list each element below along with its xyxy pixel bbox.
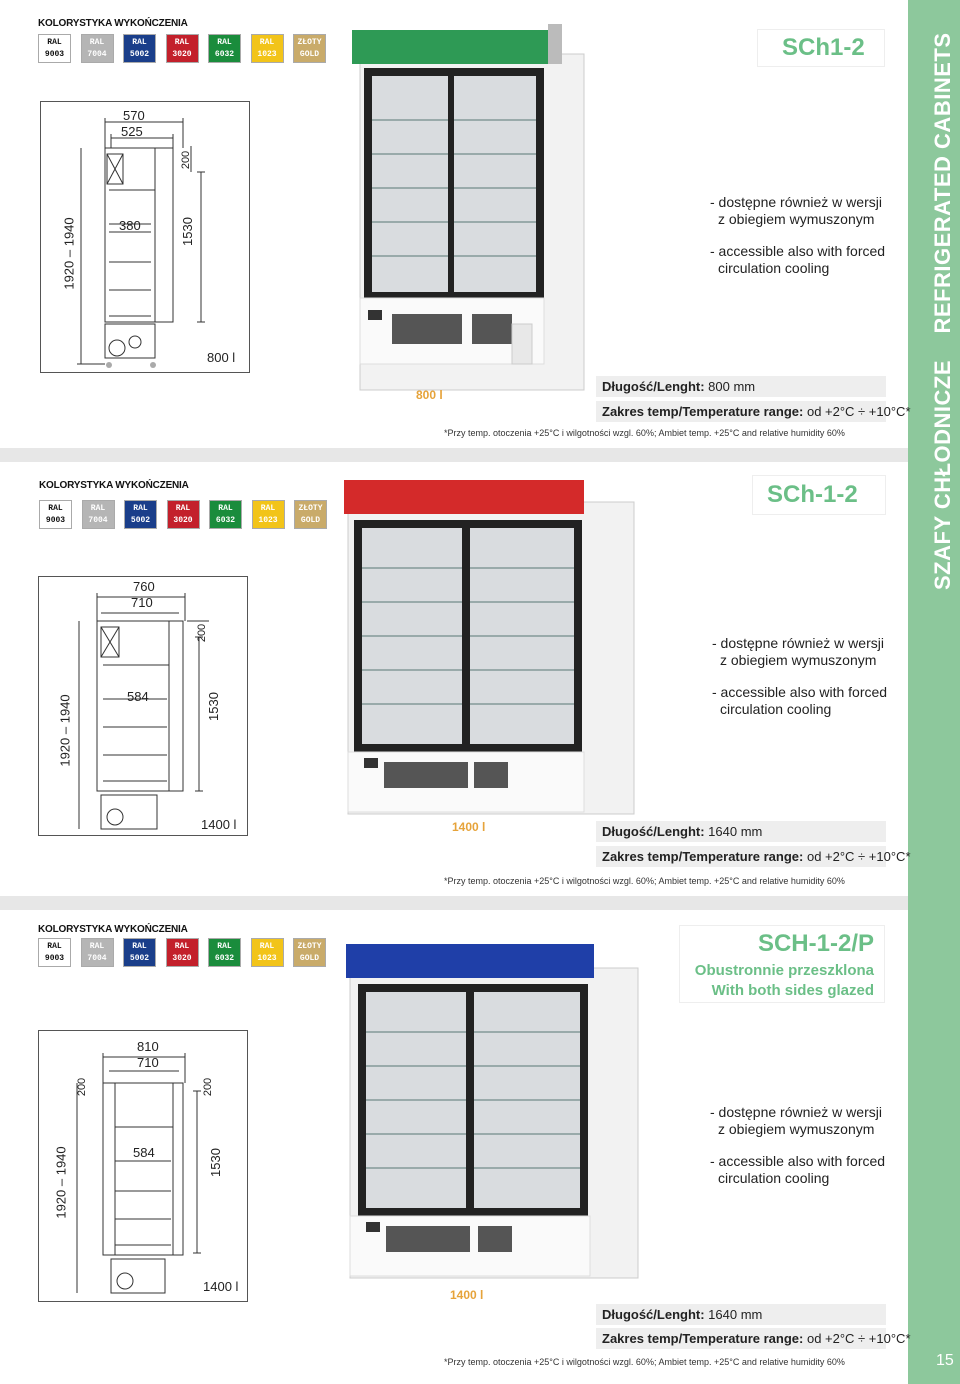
model-box	[680, 926, 884, 1002]
swatch-ral-5002: RAL 5002	[124, 500, 157, 529]
swatch-ral-1023: RAL 1023	[251, 34, 284, 63]
spec-length-label: Długość/Lenght:	[602, 824, 705, 839]
note-en	[710, 243, 885, 277]
model-subtitle-en: With both sides glazed	[711, 982, 874, 999]
swatch-ral-7004: RAL 7004	[82, 500, 115, 529]
spec-temp-value: od +2°C ÷ +10°C*	[806, 404, 911, 419]
cabinet-svg	[346, 940, 642, 1280]
note-pl	[710, 1104, 882, 1138]
spec-temp-label: Zakres temp/Temperature range:	[602, 1331, 804, 1346]
technical-drawing	[38, 576, 248, 836]
model-name: SCH-1-2/P	[757, 930, 874, 957]
note-pl-line-1: - dostępne również w wersji	[712, 635, 884, 651]
spec-length-value: 800 mm	[708, 379, 756, 394]
sidebar-title	[930, 33, 956, 591]
dim-total-height: 1920 – 1940	[57, 694, 73, 767]
technical-drawing	[40, 101, 250, 373]
model-box	[753, 476, 885, 514]
note-en-line-1: - accessible also with forced	[710, 243, 886, 259]
swatch-gold: ZŁOTY GOLD	[293, 938, 326, 967]
drawing-capacity: 1400 l	[203, 1279, 239, 1294]
model-subtitle-pl: Obustronnie przeszklona	[694, 962, 874, 979]
spec-temperature	[596, 1328, 911, 1349]
swatch-ral-7004: RAL 7004	[81, 938, 114, 967]
note-pl-line-2: z obiegiem wymuszonym	[720, 652, 877, 668]
swatch-gold: ZŁOTY GOLD	[294, 500, 327, 529]
spec-temp-value: od +2°C ÷ +10°C*	[806, 849, 911, 864]
swatch-ral-9003: RAL 9003	[39, 500, 72, 529]
spec-length-value: 1640 mm	[708, 824, 763, 839]
note-en-line-1: - accessible also with forced	[712, 684, 888, 700]
product-section-sch1-2	[0, 0, 911, 448]
swatch-ral-3020: RAL 3020	[166, 938, 199, 967]
swatch-ral-6032: RAL 6032	[209, 500, 242, 529]
dim-width-inner: 710	[131, 595, 153, 610]
cabinet-illustration	[344, 476, 636, 816]
note-en-line-2: circulation cooling	[718, 1170, 830, 1186]
dim-depth: 380	[119, 218, 141, 233]
note-en-line-2: circulation cooling	[720, 701, 832, 717]
note-pl-line-2: z obiegiem wymuszonym	[718, 1121, 875, 1137]
note-pl-line-1: - dostępne również w wersji	[710, 194, 882, 210]
product-section-sch-1-2-p	[0, 910, 911, 1384]
cabinet-svg	[344, 476, 636, 816]
spec-length	[596, 821, 886, 842]
sidebar-title-en: REFRIGERATED CABINETS	[930, 32, 955, 334]
capacity-label: 1400 l	[450, 1288, 484, 1302]
dim-top: 200	[180, 150, 193, 170]
swatch-ral-3020: RAL 3020	[167, 500, 200, 529]
dim-width-outer: 810	[137, 1039, 159, 1054]
note-pl	[710, 194, 882, 228]
color-swatches	[38, 34, 336, 63]
capacity-label: 800 l	[416, 388, 443, 402]
note-pl-line-1: - dostępne również w wersji	[710, 1104, 882, 1120]
dim-top-right: 200	[202, 1077, 215, 1097]
note-pl	[712, 635, 884, 669]
swatch-ral-9003: RAL 9003	[38, 34, 71, 63]
spec-length	[596, 376, 886, 397]
swatch-ral-5002: RAL 5002	[123, 34, 156, 63]
spec-temperature	[596, 401, 911, 422]
swatch-ral-3020: RAL 3020	[166, 34, 199, 63]
dim-width-inner: 710	[137, 1055, 159, 1070]
swatch-ral-5002: RAL 5002	[123, 938, 156, 967]
note-en-line-1: - accessible also with forced	[710, 1153, 886, 1169]
section-separator	[0, 896, 908, 910]
color-swatches	[38, 938, 336, 967]
cabinet-illustration	[346, 940, 642, 1280]
footnote: *Przy temp. otoczenia +25°C i wilgotności wzgl. 60%; Ambiet temp. +25°C and relative humidity 60%	[444, 428, 845, 438]
spec-temp-label: Zakres temp/Temperature range:	[602, 404, 804, 419]
section-separator	[0, 448, 908, 462]
model-name: SCh1-2	[782, 34, 865, 61]
note-en	[712, 684, 887, 718]
color-options-title: KOLORYSTYKA WYKOŃCZENIA	[39, 480, 189, 491]
page-number: 15	[936, 1352, 954, 1369]
drawing-capacity: 800 l	[207, 350, 236, 365]
dim-depth: 584	[127, 689, 149, 704]
color-options-title: KOLORYSTYKA WYKOŃCZENIA	[38, 18, 188, 29]
dim-top: 200	[196, 623, 209, 643]
product-section-sch-1-2	[0, 462, 911, 896]
model-name: SCh-1-2	[767, 481, 858, 508]
note-pl-line-2: z obiegiem wymuszonym	[718, 211, 875, 227]
dim-inner-height: 1530	[179, 217, 195, 246]
cabinet-illustration	[352, 24, 588, 396]
footnote: *Przy temp. otoczenia +25°C i wilgotności wzgl. 60%; Ambiet temp. +25°C and relative humidity 60%	[444, 1357, 845, 1367]
color-swatches	[39, 500, 337, 529]
swatch-ral-6032: RAL 6032	[208, 34, 241, 63]
dim-width-outer: 760	[133, 579, 155, 594]
swatch-gold: ZŁOTY GOLD	[293, 34, 326, 63]
note-en	[710, 1153, 885, 1187]
swatch-ral-6032: RAL 6032	[208, 938, 241, 967]
drawing-capacity: 1400 l	[201, 817, 237, 832]
dim-width-outer: 570	[123, 108, 145, 123]
note-en-line-2: circulation cooling	[718, 260, 830, 276]
swatch-ral-7004: RAL 7004	[81, 34, 114, 63]
dim-top-left: 200	[76, 1077, 89, 1097]
swatch-ral-1023: RAL 1023	[251, 938, 284, 967]
footnote: *Przy temp. otoczenia +25°C i wilgotności wzgl. 60%; Ambiet temp. +25°C and relative humidity 60%	[444, 876, 845, 886]
swatch-ral-9003: RAL 9003	[38, 938, 71, 967]
dim-inner-height: 1530	[207, 1148, 223, 1177]
spec-length-label: Długość/Lenght:	[602, 1307, 705, 1322]
color-options-title: KOLORYSTYKA WYKOŃCZENIA	[38, 924, 188, 935]
technical-drawing	[38, 1030, 248, 1302]
spec-length-label: Długość/Lenght:	[602, 379, 705, 394]
cabinet-svg	[352, 24, 588, 396]
dim-total-height: 1920 – 1940	[53, 1146, 69, 1219]
dim-depth: 584	[133, 1145, 155, 1160]
dim-total-height: 1920 – 1940	[61, 217, 77, 290]
spec-temp-value: od +2°C ÷ +10°C*	[806, 1331, 911, 1346]
spec-length	[596, 1304, 886, 1325]
model-box	[758, 30, 884, 66]
spec-temperature	[596, 846, 911, 867]
dim-width-inner: 525	[121, 124, 143, 139]
sidebar-title-pl: SZAFY CHŁODNICZE	[930, 359, 955, 590]
dim-inner-height: 1530	[205, 692, 221, 721]
capacity-label: 1400 l	[452, 820, 486, 834]
spec-length-value: 1640 mm	[708, 1307, 763, 1322]
swatch-ral-1023: RAL 1023	[252, 500, 285, 529]
spec-temp-label: Zakres temp/Temperature range:	[602, 849, 804, 864]
